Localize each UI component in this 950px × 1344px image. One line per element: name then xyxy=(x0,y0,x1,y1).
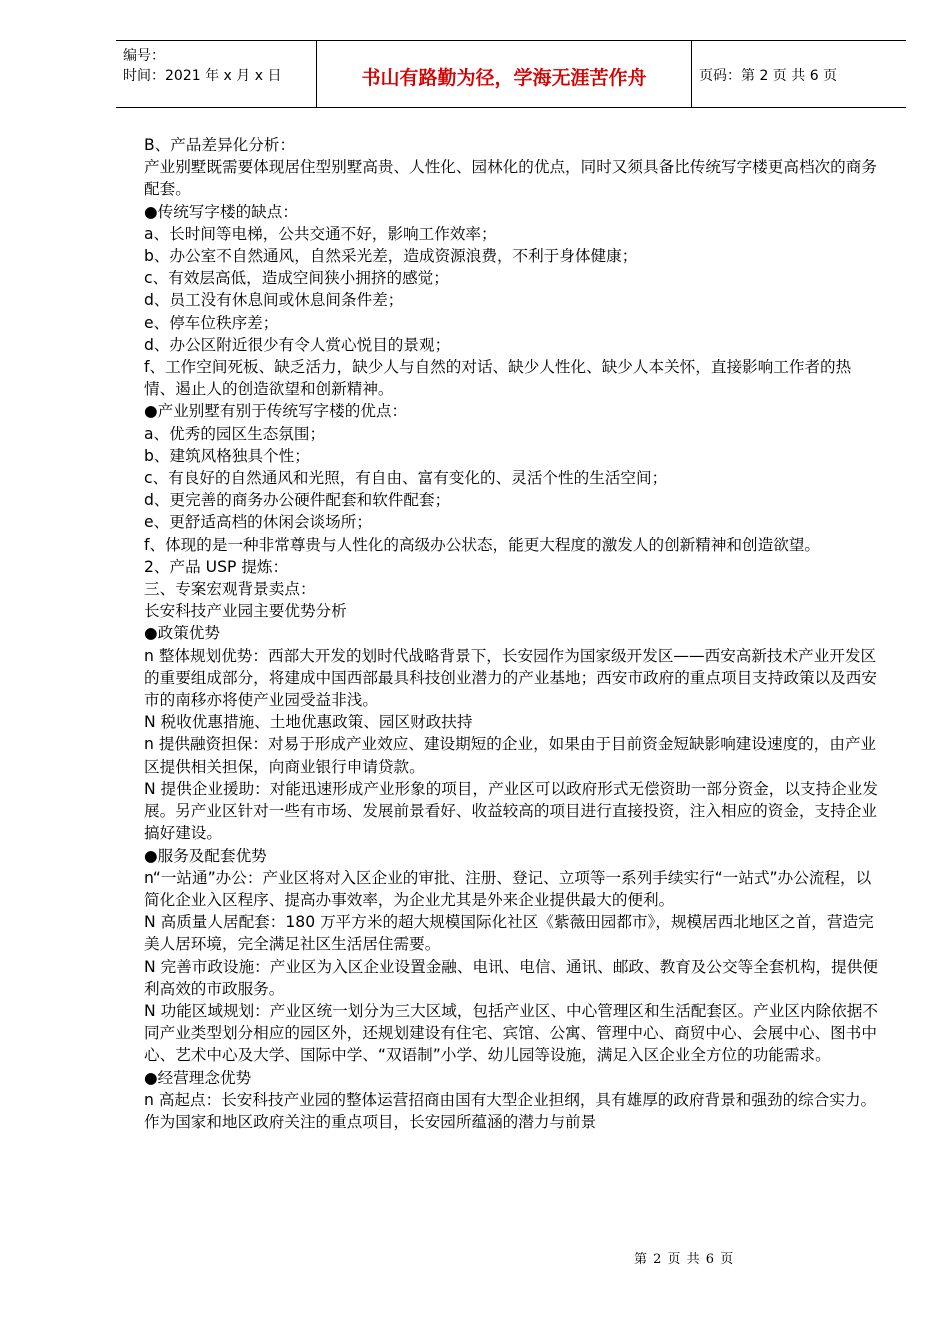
header-page-cell xyxy=(691,41,906,107)
paragraph: ●产业别墅有别于传统写字楼的优点： xyxy=(144,402,408,421)
paragraph: e、停车位秩序差； xyxy=(144,313,279,332)
paragraph: n“一站通”办公：产业区将对入区企业的审批、注册、登记、立项等一系列手续实行“一站式”办公流程，以简化企业入区程序、提高办事效率，为企业尤其是外来企业提供最大的便利。 xyxy=(144,868,872,909)
paragraph: a、长时间等电梯，公共交通不好，影响工作效率； xyxy=(144,224,497,243)
document-body xyxy=(144,134,882,1133)
paragraph: d、员工没有休息间或休息间条件差； xyxy=(144,291,404,310)
paragraph: n 提供融资担保：对易于形成产业效应、建设期短的企业，如果由于目前资金短缺影响建设速度的，由产业区提供相关担保，向商业银行申请贷款。 xyxy=(144,735,877,776)
paragraph: 长安科技产业园主要优势分析 xyxy=(144,602,347,621)
paragraph: 三、专案宏观背景卖点： xyxy=(144,580,316,599)
page-header xyxy=(116,40,906,108)
header-meta xyxy=(116,41,316,107)
paragraph: b、办公室不自然通风，自然采光差，造成资源浪费，不利于身体健康； xyxy=(144,247,638,266)
paragraph: ●政策优势 xyxy=(144,624,220,643)
paragraph: b、建筑风格独具个性； xyxy=(144,446,310,465)
paragraph: f、工作空间死板、缺乏活力，缺少人与自然的对话、缺少人性化、缺少人本关怀，直接影响工作者的热情、遏止人的创造欲望和创新精神。 xyxy=(144,358,852,399)
paragraph: c、有效层高低，造成空间狭小拥挤的感觉； xyxy=(144,269,449,288)
paragraph: ●服务及配套优势 xyxy=(144,846,267,865)
header-motto: 书山有路勤为径，学海无涯苦作舟 xyxy=(361,67,647,89)
paragraph: 产业别墅既需要体现居住型别墅高贵、人性化、园林化的优点，同时又须具备比传统写字楼更高档次的商务配套。 xyxy=(144,158,877,199)
paragraph: B、产品差异化分析： xyxy=(144,136,296,154)
paragraph: N 功能区域规划：产业区统一划分为三大区域，包括产业区、中心管理区和生活配套区。产业区内除依据不同产业类型划分相应的园区外，还规划建设有住宅、宾馆、公寓、管理中心、商贸中心、会展中心、图书中心、艺术中心及大学、国际中学、“双语制”小学、幼儿园等设施，满足入区企业全方位的功能需求。 xyxy=(144,1001,878,1065)
document-time-label: 时间：2021 年 x 月 x 日 xyxy=(123,68,282,84)
paragraph: N 完善市政设施：产业区为入区企业设置金融、电讯、电信、通讯、邮政、教育及公交等全套机构，提供便利高效的市政服务。 xyxy=(144,957,878,998)
header-motto-cell xyxy=(316,41,692,107)
paragraph: a、优秀的园区生态氛围； xyxy=(144,424,326,443)
paragraph: N 高质量人居配套：180 万平方米的超大规模国际化社区《紫薇田园都市》，规模居西北地区之首，营造完美人居环境，完全满足社区生活居住需要。 xyxy=(144,913,874,954)
document-number-label: 编号： xyxy=(123,48,165,64)
paragraph: 2、产品 USP 提炼： xyxy=(144,557,289,576)
paragraph: ●经营理念优势 xyxy=(144,1068,252,1087)
paragraph: d、更完善的商务办公硬件配套和软件配套； xyxy=(144,491,451,510)
paragraph: d、办公区附近很少有令人赏心悦目的景观； xyxy=(144,335,451,354)
paragraph: f、体现的是一种非常尊贵与人性化的高级办公状态，能更大程度的激发人的创新精神和创造欲望。 xyxy=(144,535,821,554)
page-footer: 第 2 页 共 6 页 xyxy=(634,1252,735,1267)
header-page-label: 页码：第 2 页 共 6 页 xyxy=(699,68,838,84)
paragraph: n 高起点：长安科技产业园的整体运营招商由国有大型企业担纲，具有雄厚的政府背景和强劲的综合实力。作为国家和地区政府关注的重点项目，长安园所蕴涵的潜力与前景 xyxy=(144,1090,877,1131)
paragraph: ●传统写字楼的缺点： xyxy=(144,202,298,221)
paragraph: c、有良好的自然通风和光照，有自由、富有变化的、灵活个性的生活空间； xyxy=(144,469,668,488)
paragraph: n 整体规划优势：西部大开发的划时代战略背景下，长安园作为国家级开发区——西安高新技术产业开发区的重要组成部分，将建成中国西部最具科技创业潜力的产业基地；西安市政府的重点项目支持政策以及西安市的南移亦将使产业园受益非浅。 xyxy=(144,646,877,710)
paragraph: e、更舒适高档的休闲会谈场所； xyxy=(144,513,372,532)
paragraph: N 提供企业援助：对能迅速形成产业形象的项目，产业区可以政府形式无偿资助一部分资金，以支持企业发展。另产业区针对一些有市场、发展前景看好、收益较高的项目进行直接投资，注入相应的资金，支持企业搞好建设。 xyxy=(144,779,878,843)
paragraph: N 税收优惠措施、土地优惠政策、园区财政扶持 xyxy=(144,713,473,732)
